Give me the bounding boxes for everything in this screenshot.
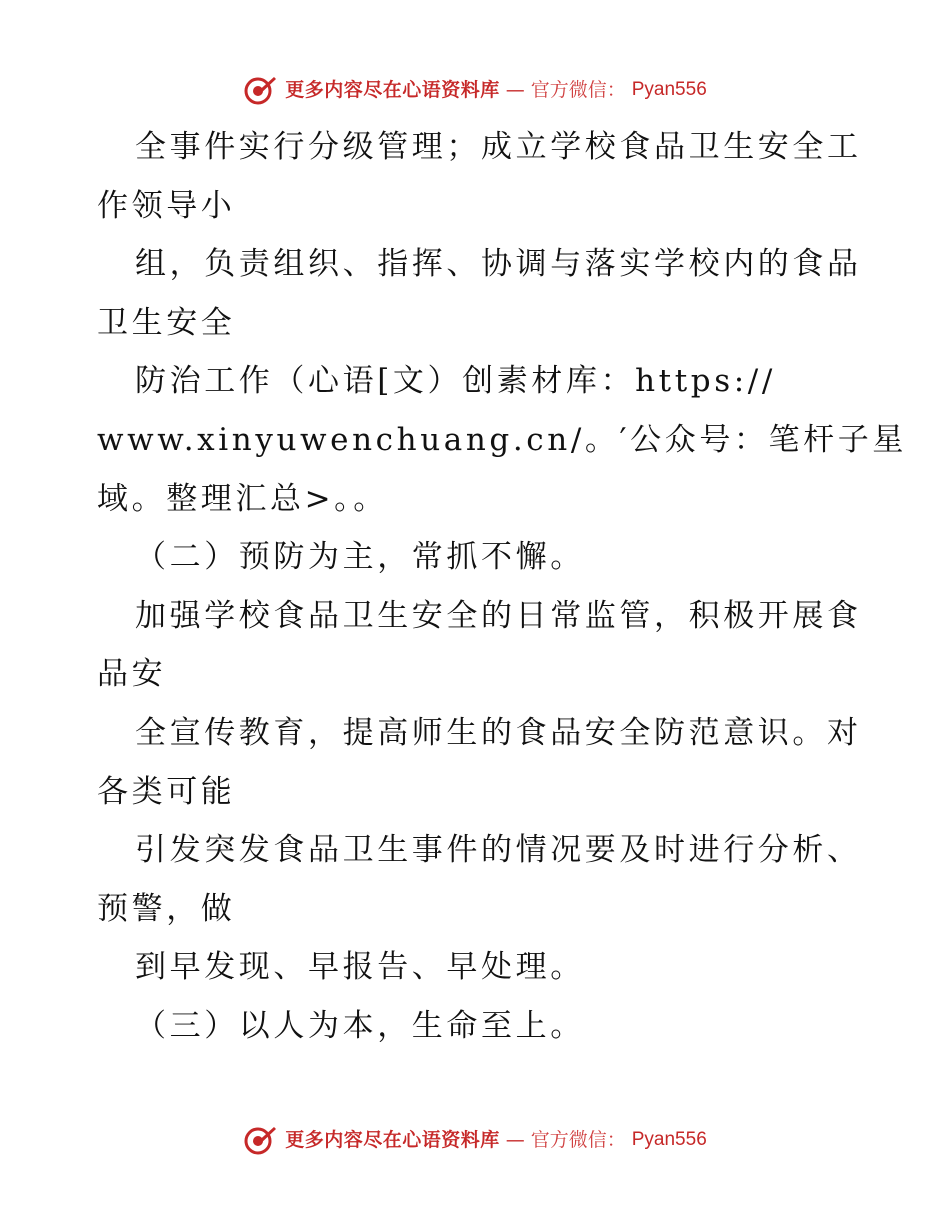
- text-line: 各类可能: [97, 773, 236, 810]
- banner-wechat-label: 官方微信：: [530, 79, 626, 101]
- text-line: 预警，做: [97, 890, 236, 927]
- banner-dash: —: [505, 1129, 525, 1151]
- text-line: 全宣传教育，提高师生的食品安全防范意识。对: [135, 714, 862, 751]
- text-line: 加强学校食品卫生安全的日常监管，积极开展食: [135, 597, 862, 634]
- text-line: 到早发现、早报告、早处理。: [135, 949, 585, 986]
- banner-main-text: 更多内容尽在心语资料库: [285, 1129, 500, 1151]
- document-body: [97, 118, 907, 1056]
- text-line: 组，负责组织、指挥、协调与落实学校内的食品: [135, 246, 862, 283]
- banner-wechat-label: 官方微信：: [530, 1129, 626, 1151]
- banner-main-text: 更多内容尽在心语资料库: [285, 79, 500, 101]
- banner-dash: —: [505, 79, 525, 101]
- text-line: 作领导小: [97, 187, 236, 224]
- footer-banner: [0, 1124, 950, 1156]
- text-line: 卫生安全: [97, 304, 236, 341]
- text-line: 品安: [97, 656, 167, 693]
- text-line: www.xinyuwenchuang.cn/。′公众号：笔杆子星: [97, 421, 907, 458]
- banner-wechat-id: Pyan556: [631, 79, 707, 100]
- text-line: 引发突发食品卫生事件的情况要及时进行分析、: [135, 832, 862, 869]
- section-heading: （三）以人为本，生命至上。: [135, 1007, 585, 1044]
- section-heading: （二）预防为主，常抓不懈。: [135, 539, 585, 576]
- brand-logo-icon: [243, 74, 279, 106]
- text-line: 防治工作（心语[文）创素材库：https://: [135, 363, 776, 400]
- text-line: 域。整理汇总>。。: [97, 480, 388, 517]
- banner-wechat-id: Pyan556: [631, 1129, 707, 1150]
- text-line: 全事件实行分级管理；成立学校食品卫生安全工: [135, 129, 862, 165]
- brand-logo-icon: [243, 1124, 279, 1156]
- header-banner: [0, 74, 950, 106]
